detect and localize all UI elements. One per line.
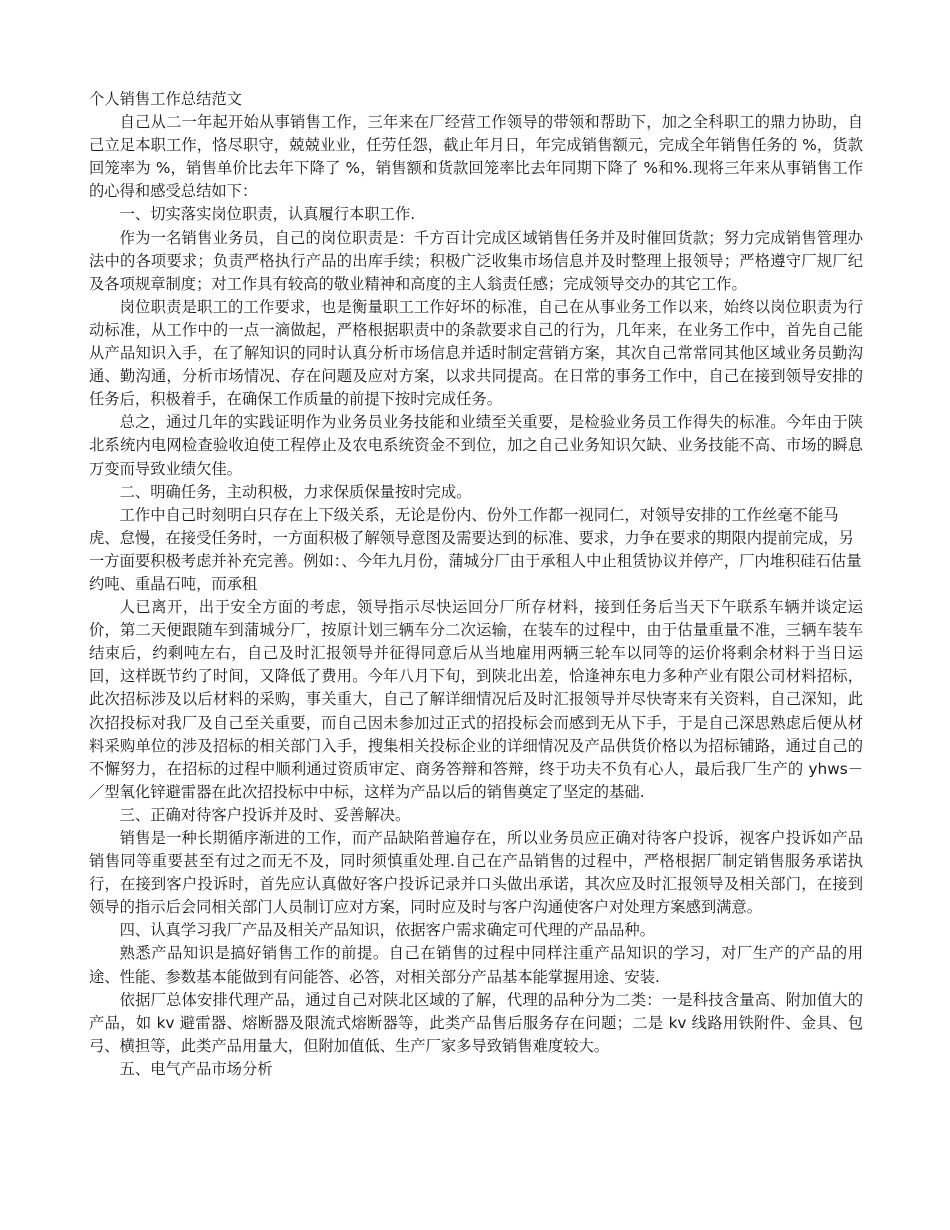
paragraph: 依据厂总体安排代理产品，通过自己对陕北区域的了解，代理的品种分为二类：一是科技含量高、附加值大的产品，如 kv 避雷器、熔断器及限流式熔断器等，此类产品售后服务存在问题；二是 kv 线路用铁附件、金具、包弓、横担等，此类产品用量大，但附加值低、生产厂家多导致销售难度较大。: [89, 990, 863, 1055]
paragraph: 人已离开，出于安全方面的考虑，领导指示尽快运回分厂所存材料，接到任务后当天下午联系车辆并谈定运价，第二天便跟随车到蒲城分厂，按原计划三辆车分二次运输，在装车的过程中，由于估量重量不准，三辆车装车结束后，约剩吨左右，自己及时汇报领导并征得同意后从当地雇用两辆三轮车以同等的运价将剩余材料于当日运回，这样既节约了时间，又降低了费用。今年八月下旬，到陕北出差，恰逢神东电力多种产业有限公司材料招标，此次招标涉及以后材料的采购，事关重大，自己了解详细情况后及时汇报领导并尽快寄来有关资料，自己深知，此次招投标对我厂及自己至关重要，而自己因未参加过正式的招投标会而感到无从下手，于是自己深思熟虑后便从材料采购单位的涉及招标的相关部门入手，搜集相关投标企业的详细情况及产品供货价格以为招标铺路，通过自己的不懈努力，在招标的过程中顺利通过资质审定、商务答辩和答辩，终于功夫不负有心人，最后我厂生产的 yhws－／型氧化锌避雷器在此次招投标中中标，这样为产品以后的销售奠定了坚定的基础.: [89, 598, 863, 801]
section-heading-5: 五、电气产品市场分析: [119, 1059, 273, 1078]
intro-paragraph: 自己从二一年起开始从事销售工作，三年来在厂经营工作领导的带领和帮助下，加之全科职工的鼎力协助，自己立足本职工作，恪尽职守，兢兢业业，任劳任怨，截止年月日，年完成销售额元，完成全年销售任务的 %，货款回笼率为 %，销售单价比去年下降了 %，销售额和货款回笼率比去年同期下降了 %和%.现将三年来从事销售工作的心得和感受总结如下：: [89, 113, 863, 201]
document-page: [89, 88, 863, 1081]
paragraph: 作为一名销售业务员，自己的岗位职责是：千方百计完成区域销售任务并及时催回货款；努力完成销售管理办法中的各项要求；负责严格执行产品的出库手续；积极广泛收集市场信息并及时整理上报领导；严格遵守厂规厂纪及各项规章制度；对工作具有较高的敬业精神和高度的主人翁责任感；完成领导交办的其它工作。: [89, 228, 863, 293]
paragraph: 熟悉产品知识是搞好销售工作的前提。自己在销售的过程中同样注重产品知识的学习，对厂生产的产品的用途、性能、参数基本能做到有问能答、必答，对相关部分产品基本能掌握用途、安装.: [89, 944, 863, 986]
paragraph: 岗位职责是职工的工作要求，也是衡量职工工作好坏的标准，自己在从事业务工作以来，始终以岗位职责为行动标准，从工作中的一点一滴做起，严格根据职责中的条款要求自己的行为，几年来，在业务工作中，首先自己能从产品知识入手，在了解知识的同时认真分析市场信息并适时制定营销方案，其次自己常常同其他区域业务员勤沟通、勤沟通，分析市场情况、存在问题及应对方案，以求共同提高。在日常的事务工作中，自己在接到领导安排的任务后，积极着手，在确保工作质量的前提下按时完成任务。: [89, 297, 863, 409]
paragraph: 总之，通过几年的实践证明作为业务员业务技能和业绩至关重要，是检验业务员工作得失的标准。今年由于陕北系统内电网检查验收迫使工程停止及农电系统资金不到位，加之自己业务知识欠缺、业务技能不高、市场的瞬息万变而导致业绩欠佳。: [89, 413, 863, 478]
document-title: 个人销售工作总结范文: [89, 90, 242, 108]
paragraph: 工作中自己时刻明白只存在上下级关系，无论是份内、份外工作都一视同仁，对领导安排的工作丝毫不能马虎、怠慢，在接受任务时，一方面积极了解领导意图及需要达到的标准、要求，力争在要求的期限内提前完成，另一方面要积极考虑并补充完善。例如：、今年九月份，蒲城分厂由于承租人中止租赁协议并停产，厂内堆积硅石估量约吨、重晶石吨，而承租: [89, 505, 862, 593]
section-heading-1: 一、切实落实岗位职责，认真履行本职工作.: [119, 205, 416, 224]
section-heading-4: 四、认真学习我厂产品及相关产品知识，依据客户需求确定可代理的产品品种。: [119, 921, 655, 940]
section-heading-3: 三、正确对待客户投诉并及时、妥善解决。: [119, 805, 411, 824]
paragraph: 销售是一种长期循序渐进的工作，而产品缺陷普遍存在，所以业务员应正确对待客户投诉，视客户投诉如产品销售同等重要甚至有过之而无不及，同时须慎重处理.自己在产品销售的过程中，严格根据厂制定销售服务承诺执行，在接到客户投诉时，首先应认真做好客户投诉记录并口头做出承诺，其次应及时汇报领导及相关部门，在接到领导的指示后会同相关部门人员制订应对方案，同时应及时与客户沟通使客户对处理方案感到满意。: [89, 829, 863, 917]
section-heading-2: 二、明确任务，主动积极，力求保质保量按时完成。: [119, 482, 472, 501]
